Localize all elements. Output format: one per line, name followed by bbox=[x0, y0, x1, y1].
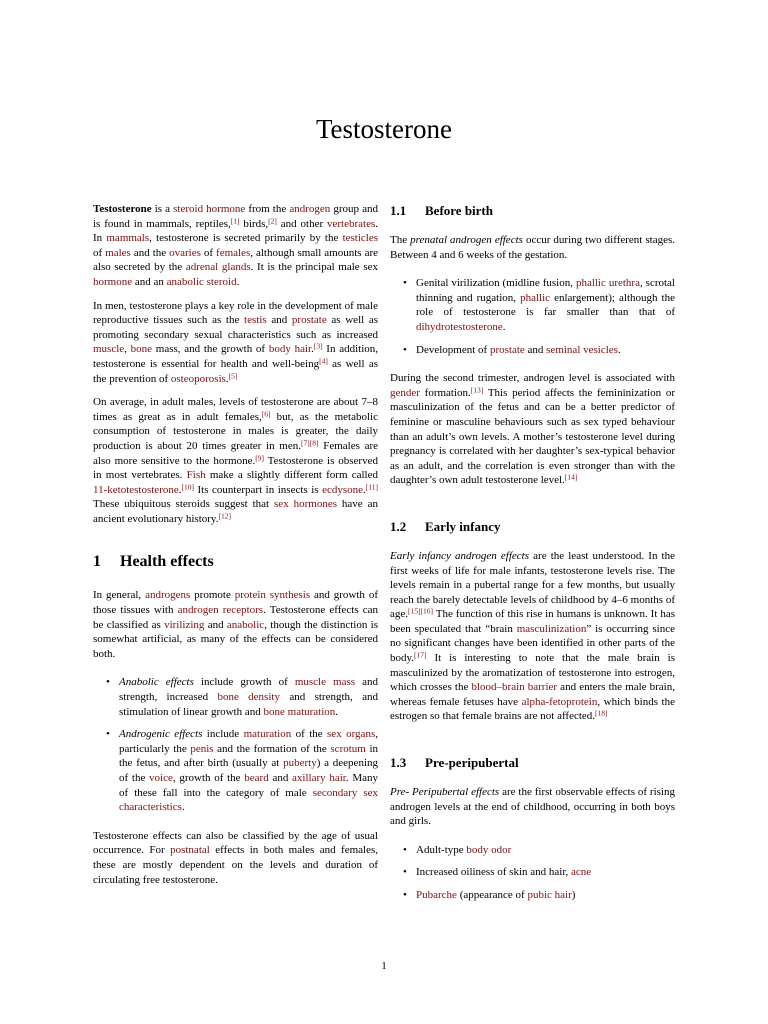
citation[interactable]: [10] bbox=[181, 482, 194, 492]
link-secondary-sex-characteristics[interactable]: secondary sex characteristics bbox=[119, 786, 378, 814]
right-column bbox=[390, 202, 675, 917]
list-item: • Development of prostate and seminal vesicles. bbox=[416, 343, 675, 358]
link-acne[interactable]: acne bbox=[571, 866, 592, 879]
effects-list bbox=[93, 675, 378, 814]
list-item: • Pubarche (appearance of pubic hair) bbox=[416, 888, 675, 903]
citation[interactable]: [7][8] bbox=[301, 438, 319, 448]
page-title: Testosterone bbox=[315, 114, 453, 144]
left-column bbox=[93, 202, 378, 896]
citation[interactable]: [4] bbox=[319, 356, 328, 366]
link-androgens[interactable]: androgens bbox=[145, 589, 191, 602]
link-testis[interactable]: testis bbox=[244, 314, 267, 327]
link-virilizing[interactable]: virilizing bbox=[164, 618, 205, 631]
link-ovaries[interactable]: ovaries bbox=[169, 246, 201, 259]
link-blood-brain-barrier[interactable]: blood–brain barrier bbox=[471, 681, 558, 694]
link-beard[interactable]: beard bbox=[244, 772, 269, 784]
pre-peripubertal-list bbox=[390, 843, 675, 903]
link-penis[interactable]: penis bbox=[190, 742, 214, 755]
link-maturation[interactable]: maturation bbox=[243, 728, 292, 741]
citation[interactable]: [5] bbox=[228, 371, 238, 381]
link-protein-synthesis[interactable]: protein synthesis bbox=[234, 589, 311, 602]
subsection-heading-early-infancy: 1.2 Early infancy bbox=[390, 518, 501, 534]
subsection-heading-before-birth: 1.1 Before birth bbox=[390, 203, 493, 218]
link-body-odor[interactable]: body odor bbox=[466, 843, 512, 856]
link-pubarche[interactable]: Pubarche bbox=[416, 889, 457, 901]
link-gender[interactable]: gender bbox=[390, 386, 420, 399]
prenatal-list bbox=[390, 276, 675, 357]
link-vertebrates[interactable]: vertebrates bbox=[327, 217, 376, 230]
link-bone[interactable]: bone bbox=[130, 343, 153, 356]
link-androgen[interactable]: androgen bbox=[289, 203, 331, 215]
paragraph-average: On average, in adult males, levels of testosterone are about 7–8 times as great as in adult females,[6] but, as the metabolic consumption of testosterone in males is greater, the daily production is about 20 times greater in men.[7][8] Females are also more sensitive to the hormone.[9] Testosterone is observed in most vertebrates. Fish make a slightly different form called 11-ketotestosterone.[10] Its counterpart in insects is ecdysone.[11] These ubiquitous steroids suggest that sex hormones have an ancient evolutionary history.[12] bbox=[93, 396, 378, 525]
link-phallic[interactable]: phallic bbox=[520, 291, 551, 304]
citation[interactable]: [6] bbox=[261, 409, 271, 419]
link-males[interactable]: males bbox=[105, 246, 131, 259]
link-masculinization[interactable]: masculinization bbox=[516, 622, 587, 635]
link-anabolic-steroid[interactable]: anabolic steroid bbox=[166, 275, 237, 288]
link-sex-organs[interactable]: sex organs bbox=[327, 728, 376, 741]
link-dihydrotestosterone[interactable]: dihydrotestosterone bbox=[416, 320, 503, 333]
citation[interactable]: [1] bbox=[230, 216, 240, 226]
list-item: • Genital virilization (midline fusion, phallic urethra, scrotal thinning and rugation, phallic enlargement); although the role of testosterone is far smaller than that of dihydrotestosterone. bbox=[416, 276, 675, 334]
citation[interactable]: [13] bbox=[470, 385, 484, 395]
citation[interactable]: [3] bbox=[313, 341, 323, 351]
link-body-hair[interactable]: body hair bbox=[268, 343, 312, 356]
link-scrotum[interactable]: scrotum bbox=[330, 742, 366, 755]
paragraph-prenatal: The prenatal androgen effects occur during two different stages. Between 4 and 6 weeks of the gestation. bbox=[390, 234, 676, 261]
link-muscle-mass[interactable]: muscle mass bbox=[294, 676, 356, 689]
list-item: • Anabolic effects include growth of muscle mass and strength, increased bone density and strength, and stimulation of linear growth and bone maturation. bbox=[119, 675, 378, 719]
link-muscle[interactable]: muscle bbox=[93, 343, 125, 356]
link-osteoporosis[interactable]: osteoporosis bbox=[170, 372, 226, 385]
paragraph-early-infancy: Early infancy androgen effects are the least understood. In the first weeks of life for male infants, testosterone levels rise. The levels remain in a pubertal range for a few months, but usually reach the barely detectable levels of childhood by 4–6 months of age.[15][16] The function of this rise in humans is unknown. It has been speculated that “brain masculinization” is occurring since no significant changes have been identified in other parts of the body.[17] It is interesting to note that the male brain is masculinized by the aromatization of testosterone into estrogen, which crosses the blood–brain barrier and enters the male brain, whereas female fetuses have alpha-fetoprotein, which binds the estrogen so that female brains are not affected.[18] bbox=[390, 549, 676, 723]
citation[interactable]: [15][16] bbox=[408, 606, 434, 616]
link-puberty[interactable]: puberty bbox=[283, 757, 317, 770]
link-alpha-fetoprotein[interactable]: alpha-fetoprotein bbox=[521, 695, 598, 708]
paragraph-classified-by-age: Testosterone effects can also be classified by the age of usual occurrence. For postnatal effects in both males and females, these are mostly dependent on the levels and duration of circulating free testosterone. bbox=[93, 829, 378, 886]
link-pubic-hair[interactable]: pubic hair bbox=[527, 889, 572, 901]
link-androgen-receptors[interactable]: androgen receptors bbox=[177, 604, 264, 617]
link-adrenal-glands[interactable]: adrenal glands bbox=[185, 261, 251, 274]
subsection-heading-pre-peripubertal: 1.3 Pre-peripubertal bbox=[390, 755, 519, 771]
citation[interactable]: [14] bbox=[564, 472, 578, 482]
intro-paragraph: Testosterone is a steroid hormone from the androgen group and is found in mammals, reptiles,[1] birds,[2] and other vertebrates. In mammals, testosterone is secreted primarily by the testicles of males and the ovaries of females, although small amounts are also secreted by the adrenal glands. It is the principal male sex hormone and an anabolic steroid. bbox=[93, 203, 379, 288]
link-bone-density[interactable]: bone density bbox=[217, 691, 280, 704]
link-anabolic[interactable]: anabolic bbox=[226, 618, 265, 631]
term-testosterone: Testosterone bbox=[93, 203, 152, 215]
citation[interactable]: [12] bbox=[218, 511, 231, 521]
link-seminal-vesicles[interactable]: seminal vesicles bbox=[546, 343, 618, 356]
link-prostate[interactable]: prostate bbox=[489, 343, 525, 356]
citation[interactable]: [17] bbox=[414, 650, 427, 660]
paragraph-men: In men, testosterone plays a key role in the development of male reproductive tissues such as the testis and prostate as well as promoting secondary sexual characteristics such as increased muscle, bone mass, and the growth of body hair.[3] In addition, testosterone is essential for health and well-being[4] as well as the prevention of osteoporosis.[5] bbox=[93, 299, 379, 385]
link-ecdysone[interactable]: ecdysone bbox=[322, 483, 364, 496]
section-heading-health-effects: 1 Health effects bbox=[93, 553, 214, 571]
citation[interactable]: [2] bbox=[268, 216, 277, 226]
citation[interactable]: [9] bbox=[255, 453, 264, 462]
link-phallic-urethra[interactable]: phallic urethra bbox=[575, 277, 640, 290]
link-postnatal[interactable]: postnatal bbox=[170, 844, 210, 857]
link-steroid-hormone[interactable]: steroid hormone bbox=[173, 203, 246, 215]
paragraph-general: In general, androgens promote protein synthesis and growth of those tissues with androgen receptors. Testosterone effects can be classified as virilizing and anabolic, though the distinction is somewhat artificial, as many of the effects can be considered both. bbox=[93, 589, 378, 660]
citation[interactable]: [18] bbox=[595, 708, 608, 718]
link-11-ketotestosterone[interactable]: 11-ketotestosterone bbox=[93, 483, 179, 496]
link-voice[interactable]: voice bbox=[149, 772, 173, 784]
link-females[interactable]: females bbox=[216, 246, 251, 259]
list-item: • Adult-type body odor bbox=[416, 843, 675, 858]
link-testicles[interactable]: testicles bbox=[342, 232, 379, 245]
paragraph-pre-peripubertal: Pre- Peripubertal effects are the first observable effects of rising androgen levels at the end of childhood, occurring in both boys and girls. bbox=[390, 786, 675, 828]
link-axillary-hair[interactable]: axillary hair bbox=[292, 772, 346, 784]
paragraph-second-trimester: During the second trimester, androgen level is associated with gender formation.[13] This period affects the femininization or masculinization of the fetus and can be a better predictor of feminine or masculine behaviours such as sex typed behaviour than an adult’s own levels. A mother’s testosterone level during pregnancy is correlated with her daughter’s sex-typical behavior as an adult, and the correlation is even stronger than with the daughter’s own adult testosterone level.[14] bbox=[390, 372, 675, 487]
link-mammals[interactable]: mammals bbox=[106, 232, 150, 245]
link-prostate[interactable]: prostate bbox=[291, 314, 327, 327]
list-item: • Androgenic effects include maturation of the sex organs, particularly the penis and the formation of the scrotum in the fetus, and after birth (usually at puberty) a deepening of the voice, growth of the beard and axillary hair. Many of these fall into the category of male secondary sex characteristics. bbox=[119, 727, 378, 815]
link-sex-hormones[interactable]: sex hormones bbox=[274, 498, 337, 511]
link-fish[interactable]: Fish bbox=[186, 469, 206, 482]
link-hormone[interactable]: hormone bbox=[93, 275, 133, 288]
page-number: 1 bbox=[381, 960, 387, 972]
link-bone-maturation[interactable]: bone maturation bbox=[263, 705, 336, 718]
citation[interactable]: [11] bbox=[365, 482, 378, 492]
list-item: • Increased oiliness of skin and hair, acne bbox=[416, 865, 675, 880]
